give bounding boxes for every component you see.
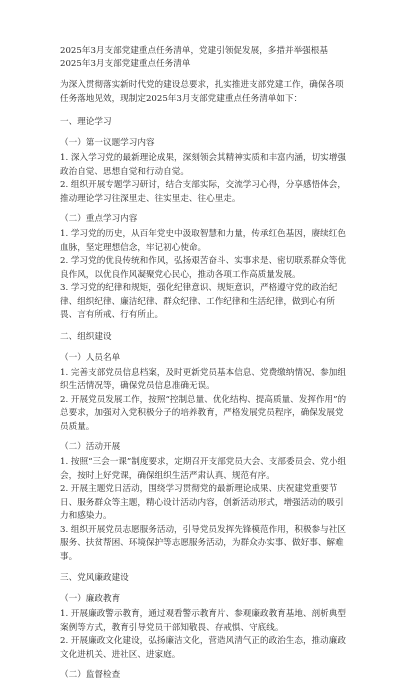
intro-paragraph: 为深入贯彻落实新时代党的建设总要求，扎实推进支部党建工作，确保各项任务落地见效，现制定2025年3月支部党建重点任务清单如下： bbox=[60, 80, 344, 104]
list-item: 1. 完善支部党员信息档案，及时更新党员基本信息、党费缴纳情况、参加组织生活情况等，确保党员信息准确无误。 bbox=[60, 367, 346, 391]
list-item: 2. 开展主题党日活动，围绕学习贯彻党的最新理论成果、庆祝建党重要节日、服务群众等主题，精心设计活动内容，创新活动形式，增强活动的吸引力和感染力。 bbox=[60, 484, 344, 521]
list-item: 3. 组织开展党员志愿服务活动，引导党员发挥先锋模范作用，积极参与社区服务、扶贫帮困、环境保护等志愿服务活动，为群众办实事、做好事、解难事。 bbox=[60, 524, 346, 562]
section-heading-integrity: 三、党风廉政建设 bbox=[60, 573, 129, 583]
section-heading-theory-study: 一、理论学习 bbox=[60, 117, 112, 127]
list-item: 3. 学习党的纪律和规矩，强化纪律意识、规矩意识，严格遵守党的政治纪律、组织纪律、廉洁纪律、群众纪律、工作纪律和生活纪律，做到心有所畏、言有所戒、行有所止。 bbox=[60, 283, 338, 320]
subsection-heading: （二）重点学习内容 bbox=[60, 214, 138, 224]
list-item: 1. 学习党的历史，从百年党史中汲取智慧和力量，传承红色基因，赓续红色血脉，坚定理想信念，牢记初心使命。 bbox=[60, 229, 346, 253]
subsection-heading: （二）监督检查 bbox=[60, 670, 121, 680]
list-item: 2. 开展廉政文化建设，弘扬廉洁文化，营造风清气正的政治生态，推动廉政文化进机关、进社区、进家庭。 bbox=[60, 636, 346, 660]
subsection-heading: （一）人员名单 bbox=[60, 352, 121, 363]
list-item: 1. 开展廉政警示教育，通过观看警示教育片、参观廉政教育基地、剖析典型案例等方式，教育引导党员干部知敬畏、存戒惧、守底线。 bbox=[60, 609, 346, 633]
list-item: 2. 学习党的优良传统和作风，弘扬艰苦奋斗、实事求是、密切联系群众等优良作风，以优良作风凝聚党心民心，推动各项工作高质量发展。 bbox=[60, 256, 346, 280]
list-item: 2. 组织开展专题学习研讨，结合支部实际，交流学习心得，分享感悟体会，推动理论学习往深里走、往实里走、往心里走。 bbox=[60, 180, 346, 204]
list-item: 2. 开展党员发展工作，按照“控制总量、优化结构、提高质量、发挥作用”的总要求，加强对入党积极分子的培养教育，严格发展党员程序，确保发展党员质量。 bbox=[60, 394, 347, 432]
subsection-heading: （一）廉政教育 bbox=[60, 594, 121, 604]
section-heading-organization: 二、组织建设 bbox=[60, 331, 112, 342]
subsection-heading: （一）第一议题学习内容 bbox=[60, 138, 155, 148]
list-item: 1. 深入学习党的最新理论成果，深刻领会其精神实质和丰富内涵，切实增强政治自觉、思想自觉和行动自觉。 bbox=[60, 153, 346, 177]
list-item: 1. 按照“三会一课”制度要求，定期召开支部党员大会、支部委员会、党小组会，按时上好党课，确保组织生活严肃认真、规范有序。 bbox=[60, 457, 347, 481]
document-subtitle: 2025年3月支部党建重点任务清单 bbox=[60, 59, 191, 69]
subsection-heading: （二）活动开展 bbox=[60, 442, 121, 452]
document-title: 2025年3月支部党建重点任务清单，党建引领促发展，多措并举强根基 bbox=[60, 46, 328, 56]
